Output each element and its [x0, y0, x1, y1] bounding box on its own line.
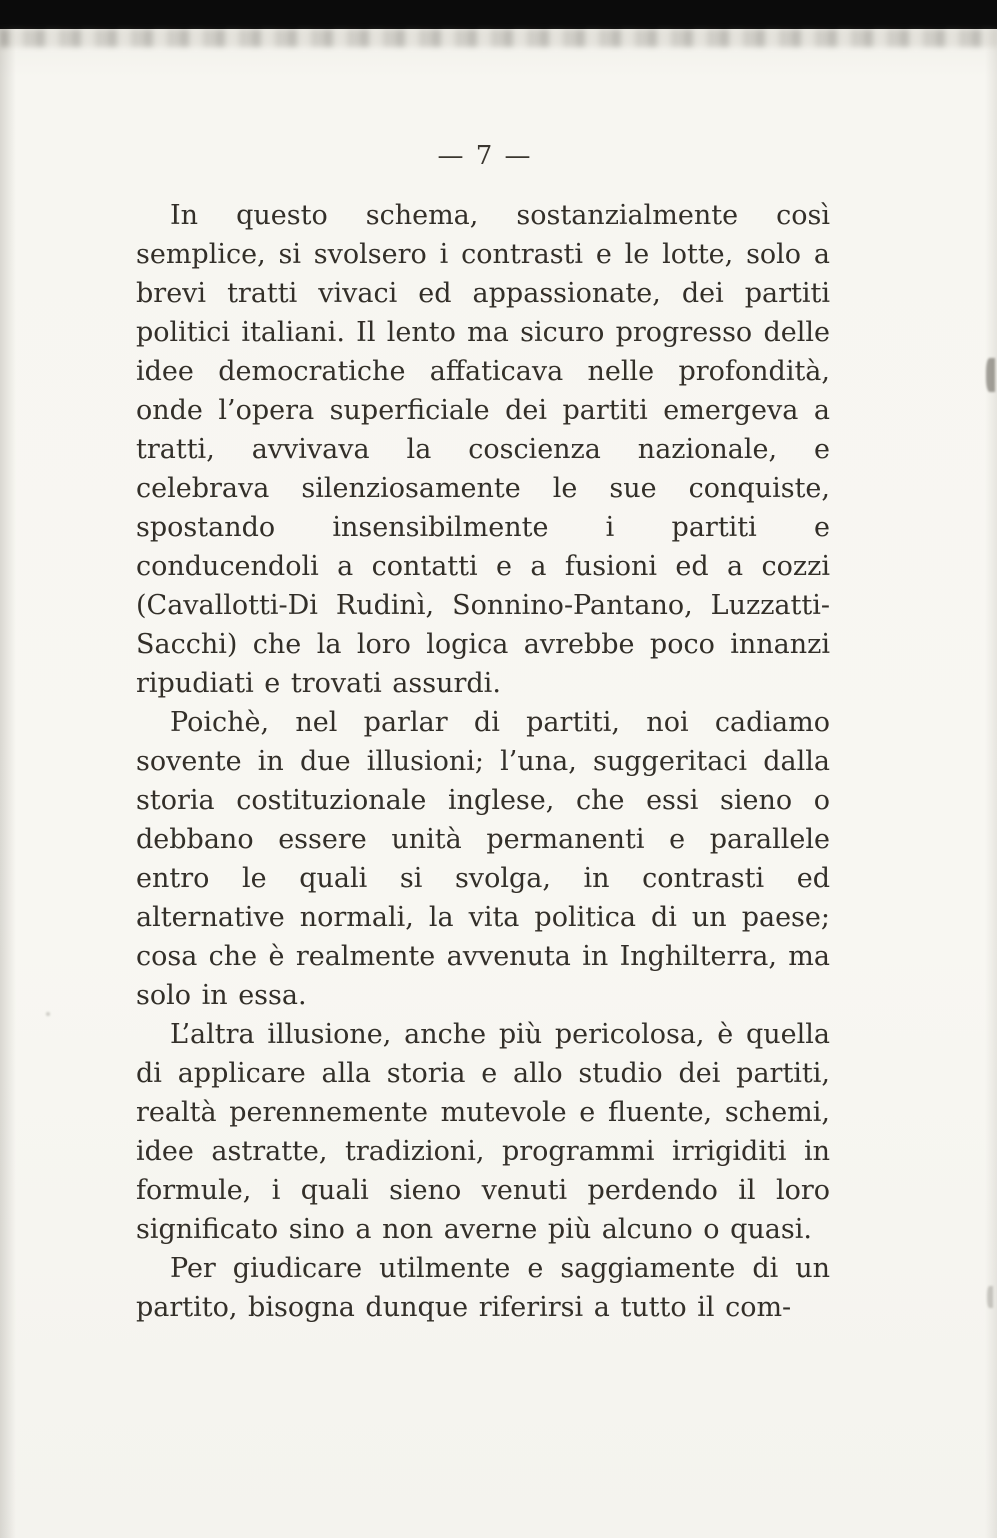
- scan-speck: [986, 358, 995, 392]
- paragraph: Per giudicare utilmente e saggiamente di un partito, bisogna dunque riferirsi a tutto il com-: [136, 1253, 830, 1323]
- text-block: [136, 196, 830, 1327]
- paragraph: In questo schema, sostanzialmente così semplice, si svolsero i contrasti e le lotte, solo a brevi tratti vivaci ed appassionate, dei partiti politici italiani. Il lento ma sicuro progresso delle idee democratiche affaticava nelle profondità, onde l’opera superficiale dei partiti emergeva a tratti, avvivava la coscienza nazionale, e celebrava silenziosamente le sue conquiste, spostando insensibilmente i partiti e conducendoli a contatti e a fusioni ed a cozzi (Cavallotti-Di Rudinì, Sonnino-Pantano, Luzzatti-Sacchi) che la loro logica avrebbe poco innanzi ripudiati e trovati assurdi.: [136, 200, 830, 699]
- scan-edge-artifact: [0, 0, 997, 29]
- paragraph: Poichè, nel parlar di partiti, noi cadiamo sovente in due illusioni; l’una, suggeritaci dalla storia costituzionale inglese, che essi sieno o debbano essere unità permanenti e parallele entro le quali si svolga, in contrasti ed alternative normali, la vita politica di un paese; cosa che è realmente avvenuta in Inghilterra, ma solo in essa.: [136, 707, 830, 1011]
- page-number: — 7 —: [437, 141, 533, 171]
- scan-noise-strip: [0, 29, 997, 47]
- paragraph: L’altra illusione, anche più pericolosa, è quella di applicare alla storia e allo studio dei partiti, realtà perennemente mutevole e fluente, schemi, idee astratte, tradizioni, programmi irrigiditi in formule, i quali sieno venuti perdendo il loro significato sino a non averne più alcuno o quasi.: [136, 1019, 830, 1245]
- scan-speck: [46, 1012, 50, 1016]
- scan-speck: [987, 1286, 993, 1308]
